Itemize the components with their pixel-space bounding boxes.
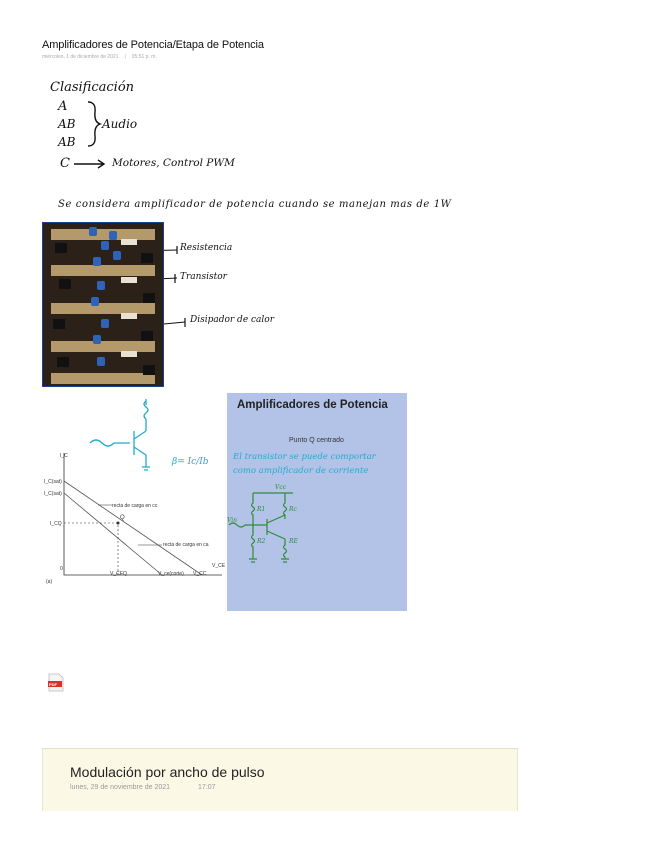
slide-rc-label: Rc (289, 506, 297, 513)
next-page-card[interactable] (42, 748, 518, 811)
class-ab-1: AB (58, 117, 76, 131)
slide-subtitle: Punto Q centrado (289, 437, 344, 444)
beta-formula: β= Ic/Ib (172, 457, 209, 467)
class-c-use: Motores, Control PWM (112, 157, 235, 169)
amplifier-board-photo (42, 222, 164, 387)
slide-amplificadores (227, 393, 407, 611)
q-label: Q (120, 515, 125, 521)
slide-r1-label: R1 (257, 506, 266, 513)
vce-axis-label: V_CE (212, 563, 226, 569)
class-c: C (60, 156, 70, 171)
audio-label: Audio (102, 117, 138, 131)
ic-axis-label: I_C (60, 453, 68, 459)
vce-corte-label: V_ce(corte) (158, 571, 184, 577)
annot-transistor: Transistor (180, 272, 227, 282)
page-meta: miércoles, 1 de diciembre de 2021 | 05:51 p. m. (42, 54, 157, 60)
slide-vin-label: Vin (227, 517, 238, 524)
pdf-icon-label: PDF (49, 682, 57, 687)
next-page-title[interactable]: Modulación por ancho de pulso (70, 764, 265, 780)
slide-hand-line-2: como amplificador de corriente (233, 466, 369, 476)
ic-sat-label-2: I_C(sat) (44, 491, 62, 497)
notes-heading: Clasificación (50, 80, 135, 95)
annot-disipador: Disipador de calor (190, 315, 275, 325)
slide-vcc-label: Vcc (275, 484, 287, 491)
load-line-figure (42, 395, 227, 610)
vcc-label: V_CC (193, 571, 207, 577)
origin-label: 0 (60, 566, 63, 572)
slide-r2-label: R2 (257, 538, 266, 545)
next-page-time: 17:07 (198, 784, 216, 791)
slide-handwritten-note (233, 450, 376, 478)
notes-sentence: Se considera amplificador de potencia cuando se manejan mas de 1W (58, 199, 452, 210)
icq-label: I_CQ (50, 521, 62, 527)
annot-resistencia: Resistencia (180, 243, 233, 253)
pdf-attachment[interactable] (48, 673, 64, 692)
page-time: 05:51 p. m. (131, 54, 157, 60)
ac-line-label: recta de carga en ca (163, 542, 209, 548)
figure-caption: (a) (46, 579, 53, 585)
next-page-date: lunes, 29 de noviembre de 2021 (70, 784, 171, 791)
class-ab-2: AB (58, 135, 76, 149)
slide-title: Amplificadores de Potencia (237, 399, 388, 411)
slide-hand-line-1: El transistor se puede comportar (233, 452, 376, 462)
class-a: A (58, 99, 68, 114)
page-title: Amplificadores de Potencia/Etapa de Potencia (42, 39, 264, 51)
page-date: miércoles, 1 de diciembre de 2021 (42, 54, 119, 60)
vceq-label: V_CEQ (110, 571, 127, 577)
slide-circuit-sketch (227, 479, 407, 579)
next-page-meta (70, 784, 216, 791)
dc-line-label: recta de carga en cc (112, 503, 158, 509)
ic-sat-label-1: I_C(sat) (44, 479, 62, 485)
slide-re-label: RE (289, 538, 298, 545)
